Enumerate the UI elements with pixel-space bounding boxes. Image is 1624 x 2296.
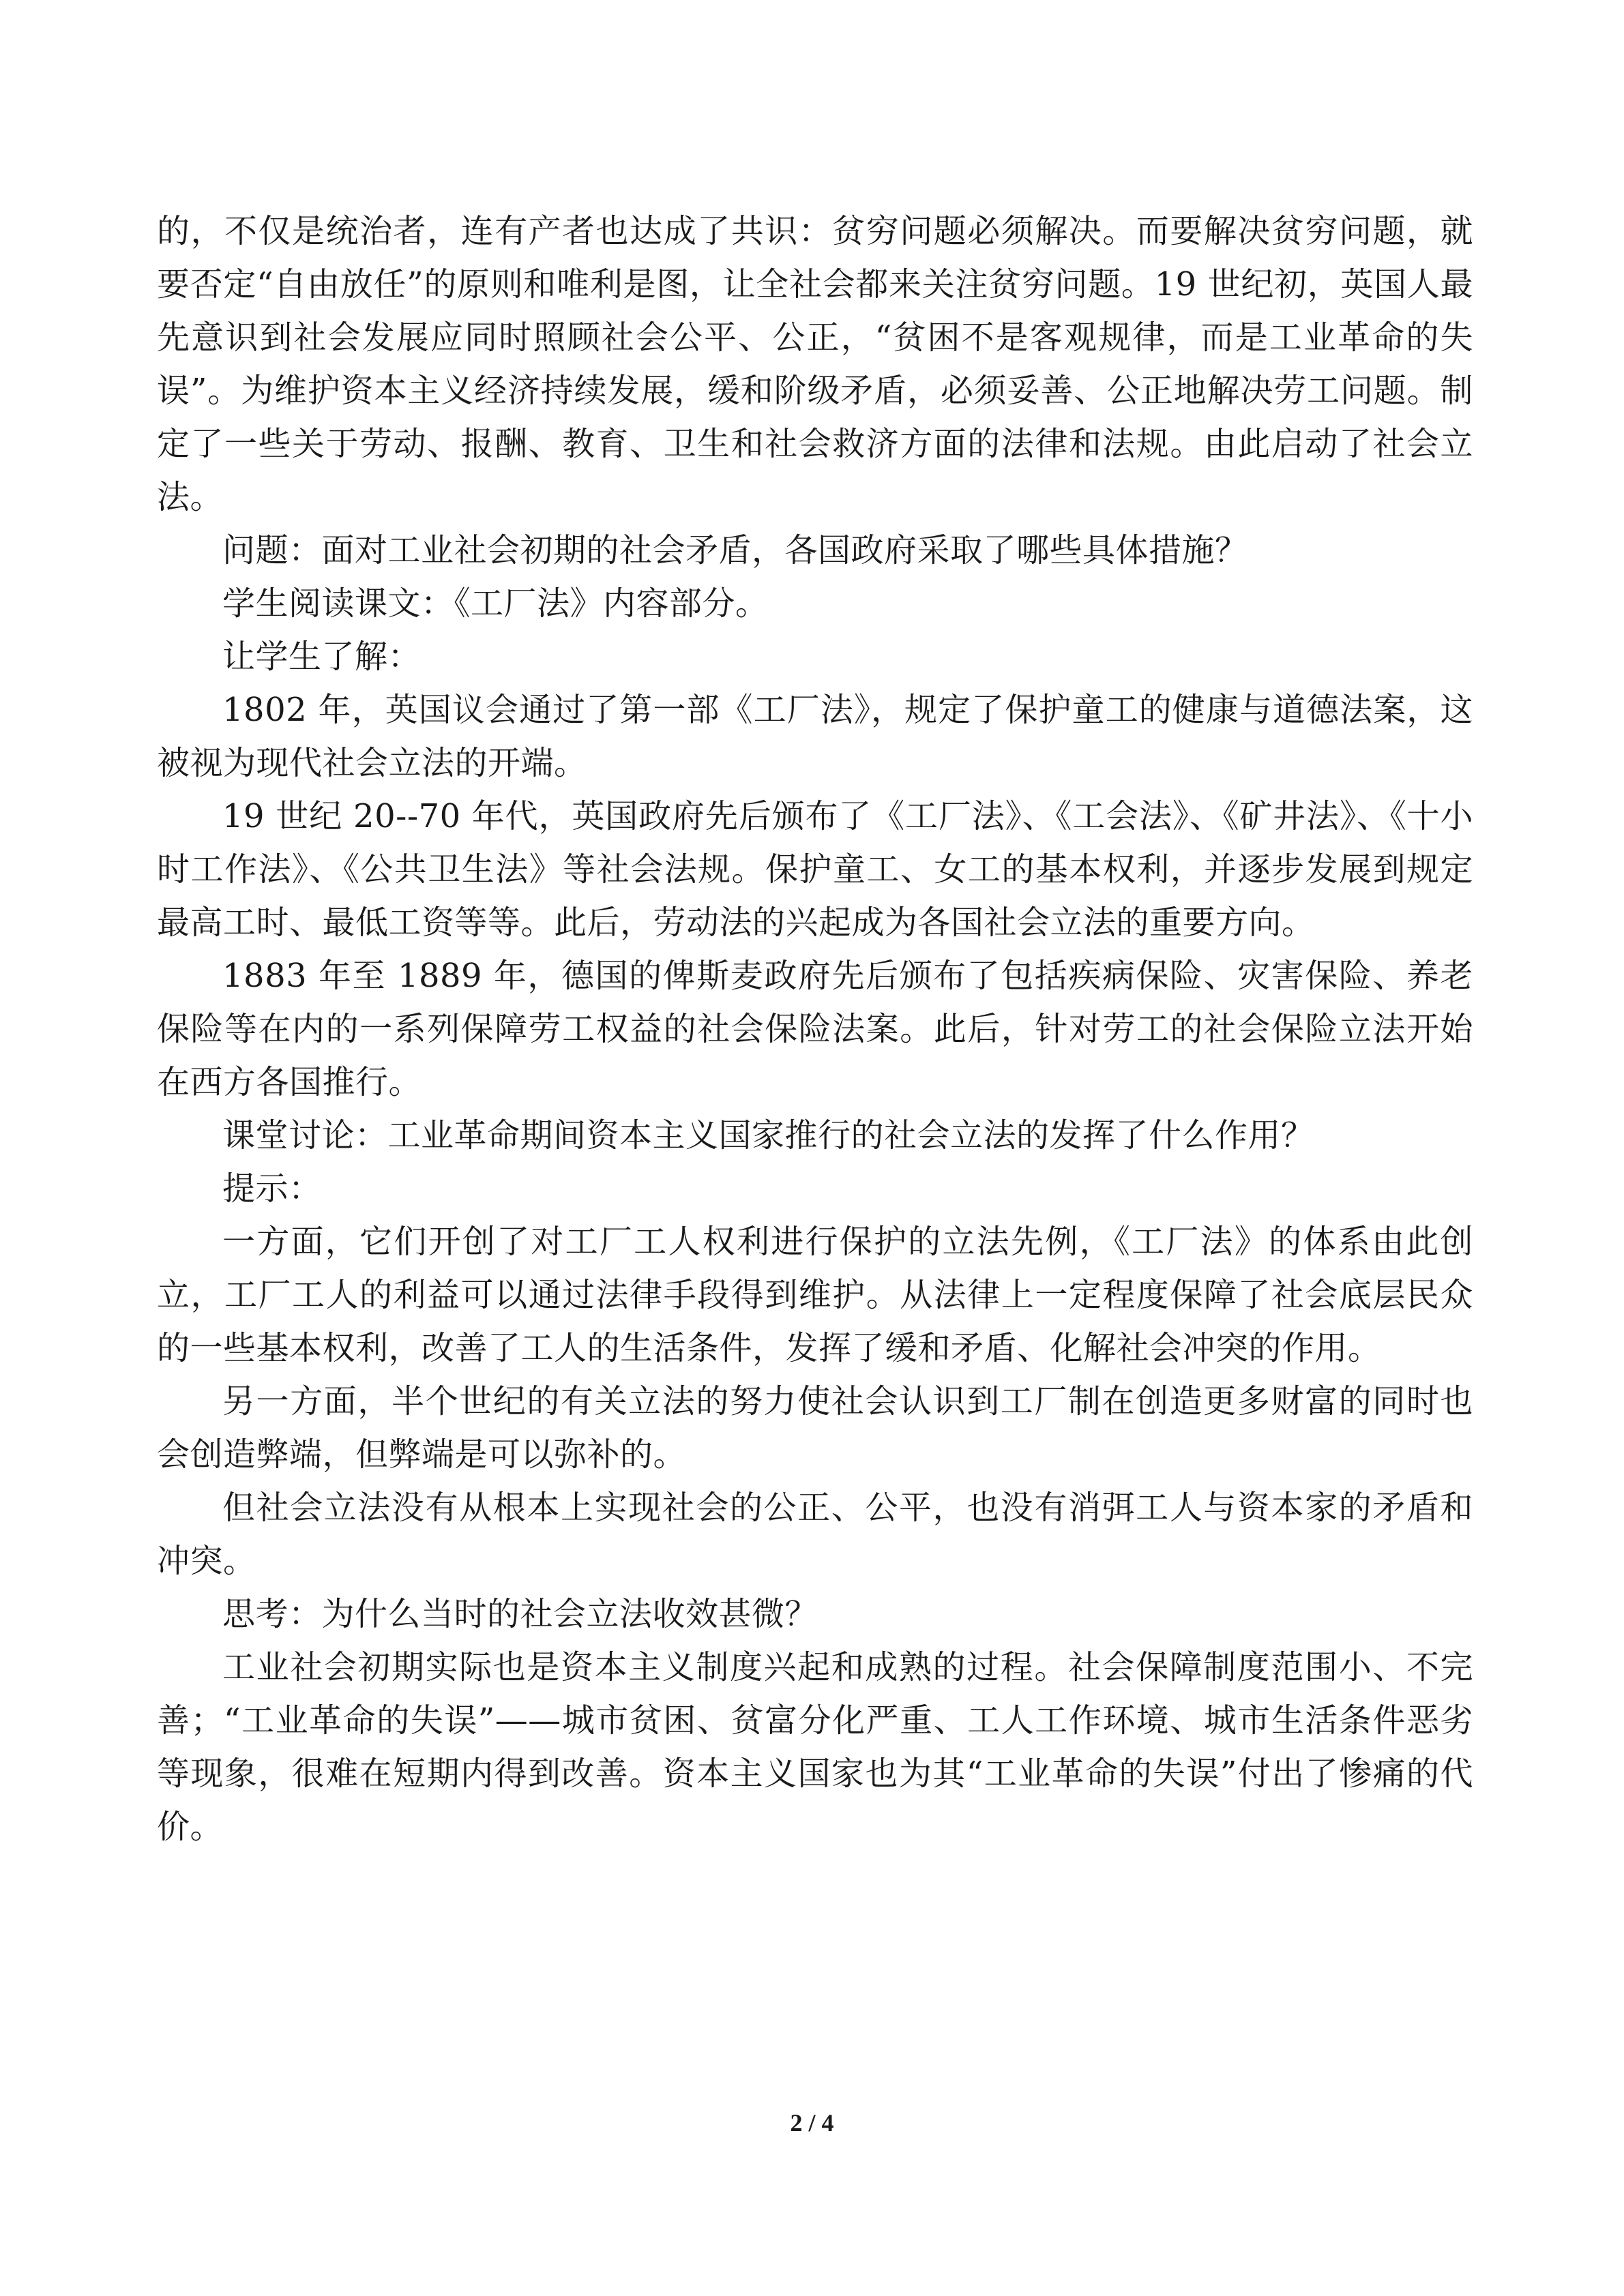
paragraph-think: 思考：为什么当时的社会立法收效甚微？: [222, 1595, 818, 1633]
paragraph-but: 但社会立法没有从根本上实现社会的公正、公平，也没有消弭工人与资本家的矛盾和冲突。: [157, 1489, 1473, 1580]
paragraph-other-hand: 另一方面，半个世纪的有关立法的努力使社会认识到工厂制在创造更多财富的同时也会创造弊端，但弊端是可以弥补的。: [157, 1382, 1473, 1474]
paragraph-conclusion: 工业社会初期实际也是资本主义制度兴起和成熟的过程。社会保障制度范围小、不完善；“工业革命的失误”——城市贫困、贫富分化严重、工人工作环境、城市生活条件恶劣等现象，很难在短期内得到改善。资本主义国家也为其“工业革命的失误”付出了惨痛的代价。: [157, 1648, 1473, 1846]
paragraph-1883: 1883 年至 1889 年，德国的俾斯麦政府先后颁布了包括疾病保险、灾害保险、养老保险等在内的一系列保障劳工权益的社会保险法案。此后，针对劳工的社会保险立法开始在西方各国推行。: [157, 957, 1473, 1101]
paragraph-1802: 1802 年，英国议会通过了第一部《工厂法》，规定了保护童工的健康与道德法案，这被视为现代社会立法的开端。: [157, 691, 1473, 782]
paragraph-reading: 学生阅读课文：《工厂法》内容部分。: [222, 584, 769, 623]
paragraph-hint: 提示：: [222, 1169, 322, 1208]
paragraph-one-hand: 一方面，它们开创了对工厂工人权利进行保护的立法先例，《工厂法》的体系由此创立，工厂工人的利益可以通过法律手段得到维护。从法律上一定程度保障了社会底层民众的一些基本权利，改善了工人的生活条件，发挥了缓和矛盾、化解社会冲突的作用。: [157, 1223, 1473, 1367]
paragraph-discussion: 课堂讨论：工业革命期间资本主义国家推行的社会立法的发挥了什么作用？: [222, 1116, 1314, 1154]
paragraph-continuation: 的，不仅是统治者，连有产者也达成了共识：贫穷问题必须解决。而要解决贫穷问题，就要否定“自由放任”的原则和唯利是图，让全社会都来关注贫穷问题。19 世纪初，英国人最先意识到社会发展应同时照顾社会公平、公正，“贫困不是客观规律，而是工业革命的失误”。为维护资本主义经济持续发展，缓和阶级矛盾，必须妥善、公正地解决劳工问题。制定了一些关于劳动、报酬、教育、卫生和社会救济方面的法律和法规。由此启动了社会立法。: [157, 212, 1473, 516]
paragraph-understand: 让学生了解：: [222, 638, 422, 676]
document-body: [157, 205, 1473, 1853]
page-number: 2 / 4: [790, 2109, 834, 2136]
paragraph-question: 问题：面对工业社会初期的社会矛盾，各国政府采取了哪些具体措施？: [222, 531, 1248, 569]
paragraph-19th-century: 19 世纪 20--70 年代，英国政府先后颁布了《工厂法》、《工会法》、《矿井法》、《十小时工作法》、《公共卫生法》等社会法规。保护童工、女工的基本权利，并逐步发展到规定最高工时、最低工资等等。此后，劳动法的兴起成为各国社会立法的重要方向。: [157, 797, 1473, 942]
